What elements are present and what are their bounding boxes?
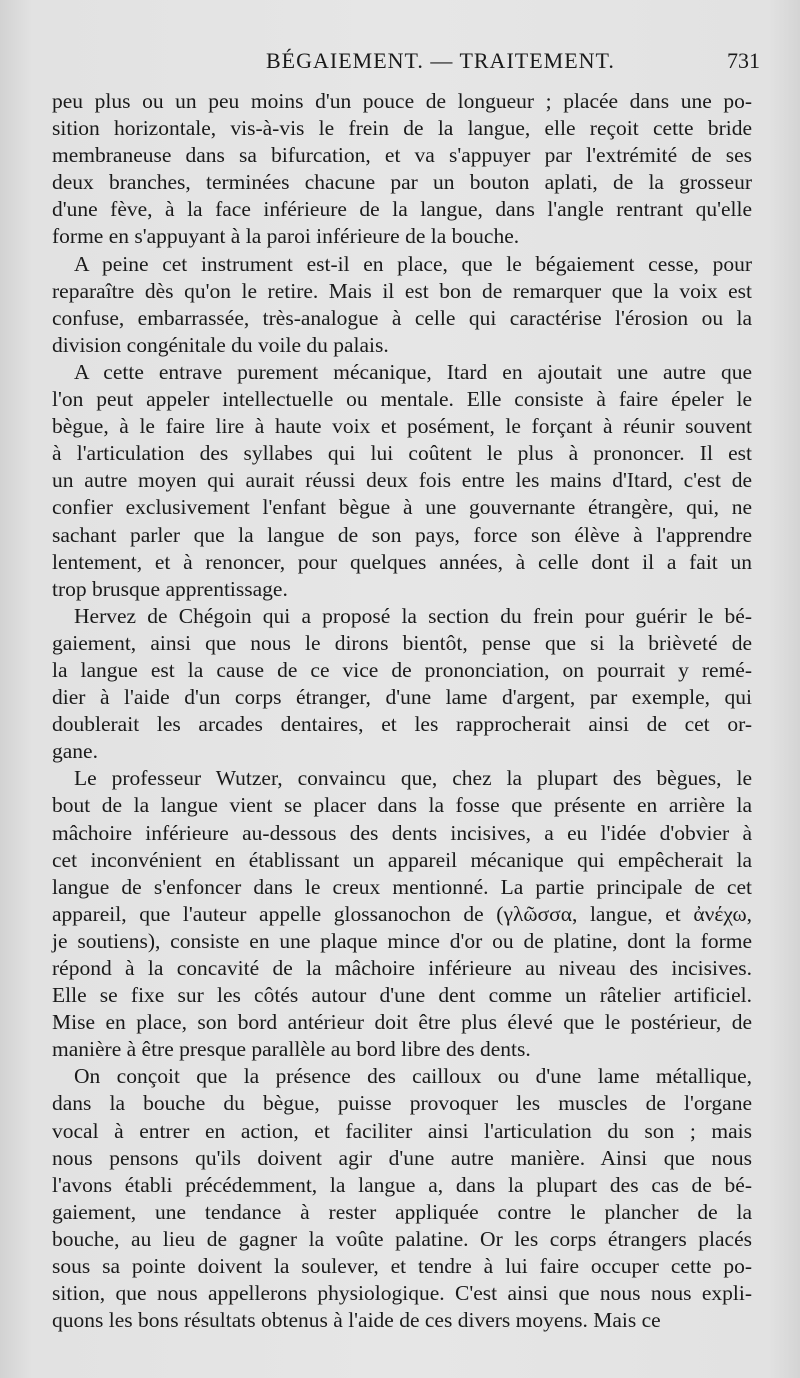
paragraph xyxy=(52,88,752,251)
text-line: quons les bons résultats obtenus à l'aide de ces divers moyens. Mais ce xyxy=(52,1308,661,1333)
text-line: appareil, que l'auteur appelle glossanochon de (γλῶσσα, langue, et ἀνέχω, xyxy=(52,901,752,926)
text-line: dans la bouche du bègue, puisse provoquer les muscles de l'organe xyxy=(52,1091,752,1116)
text-line: langue de s'enfoncer dans le creux mentionné. La partie principale de cet xyxy=(52,874,752,899)
paragraph xyxy=(52,251,752,359)
text-line: forme en s'appuyant à la paroi inférieure de la bouche. xyxy=(52,224,520,249)
text-line: membraneuse dans sa bifurcation, et va s'appuyer par l'extrémité de ses xyxy=(52,143,752,168)
text-line: un autre moyen qui aurait réussi deux fois entre les mains d'Itard, c'est de xyxy=(52,468,752,493)
text-line: l'avons établi précédemment, la langue a, dans la plupart des cas de bé- xyxy=(52,1172,752,1197)
text-line: vocal à entrer en action, et faciliter ainsi l'articulation du son ; mais xyxy=(52,1118,752,1143)
page-number: 731 xyxy=(727,48,760,73)
text-line: deux branches, terminées chacune par un bouton aplati, de la grosseur xyxy=(52,170,752,195)
running-head xyxy=(52,48,760,76)
text-line: manière à être presque parallèle au bord libre des dents. xyxy=(52,1037,531,1062)
text-line: doublerait les arcades dentaires, et les rapprocherait ainsi de cet or- xyxy=(52,712,752,737)
text-line: bouche, au lieu de gagner la voûte palatine. Or les corps étrangers placés xyxy=(52,1226,752,1251)
text-line: gane. xyxy=(52,739,98,764)
text-line: gaiement, une tendance à rester appliquée contre le plancher de la xyxy=(52,1199,752,1224)
text-line: mâchoire inférieure au-dessous des dents incisives, a eu l'idée d'obvier à xyxy=(52,820,752,845)
text-line: A peine cet instrument est-il en place, que le bégaiement cesse, pour xyxy=(74,251,752,276)
text-line: d'une fève, à la face inférieure de la langue, dans l'angle rentrant qu'elle xyxy=(52,197,752,222)
text-line: je soutiens), consiste en une plaque mince d'or ou de platine, dont la forme xyxy=(52,928,752,953)
text-line: reparaître dès qu'on le retire. Mais il est bon de remarquer que la voix est xyxy=(52,278,752,303)
text-line: dier à l'aide d'un corps étranger, d'une lame d'argent, par exemple, qui xyxy=(52,685,752,710)
text-line: Hervez de Chégoin qui a proposé la section du frein pour guérir le bé- xyxy=(74,603,752,628)
text-line: sous sa pointe doivent la soulever, et tendre à lui faire occuper cette po- xyxy=(52,1254,752,1279)
body-text xyxy=(52,88,752,1334)
text-line: confuse, embarrassée, très-analogue à celle qui caractérise l'érosion ou la xyxy=(52,305,752,330)
text-line: Mise en place, son bord antérieur doit être plus élevé que le postérieur, de xyxy=(52,1010,752,1035)
text-line: gaiement, ainsi que nous le dirons bientôt, pense que si la brièveté de xyxy=(52,630,752,655)
running-title: BÉGAIEMENT. — TRAITEMENT. xyxy=(266,48,615,73)
paragraph xyxy=(52,359,752,603)
paragraph xyxy=(52,1063,752,1334)
text-line: peu plus ou un peu moins d'un pouce de longueur ; placée dans une po- xyxy=(52,89,752,113)
text-line: bout de la langue vient se placer dans la fosse que présente en arrière la xyxy=(52,793,752,818)
text-line: répond à la concavité de la mâchoire inférieure au niveau des incisives. xyxy=(52,956,752,980)
text-line: cet inconvénient en établissant un appareil mécanique qui empêcherait la xyxy=(52,847,752,872)
text-line: lentement, et à renoncer, pour quelques années, à celle dont il a fait un xyxy=(52,549,752,574)
paragraph xyxy=(52,603,752,766)
text-line: Elle se fixe sur les côtés autour d'une dent comme un râtelier artificiel. xyxy=(52,983,752,1008)
text-line: trop brusque apprentissage. xyxy=(52,576,288,601)
text-line: bègue, à le faire lire à haute voix et posément, le forçant à réunir souvent xyxy=(52,414,752,439)
text-line: On conçoit que la présence des cailloux ou d'une lame métallique, xyxy=(74,1064,752,1089)
text-line: la langue est la cause de ce vice de prononciation, on pourrait y remé- xyxy=(52,657,752,682)
text-line: sition, que nous appellerons physiologique. C'est ainsi que nous nous expli- xyxy=(52,1281,752,1306)
text-line: sition horizontale, vis-à-vis le frein de la langue, elle reçoit cette bride xyxy=(52,116,752,141)
text-line: division congénitale du voile du palais. xyxy=(52,332,389,357)
paragraph xyxy=(52,765,752,1063)
text-line: l'on peut appeler intellectuelle ou mentale. Elle consiste à faire épeler le xyxy=(52,387,752,412)
text-line: nous pensons qu'ils doivent agir d'une autre manière. Ainsi que nous xyxy=(52,1145,752,1170)
text-line: confier exclusivement l'enfant bègue à une gouvernante étrangère, qui, ne xyxy=(52,495,752,520)
text-line: A cette entrave purement mécanique, Itard en ajoutait une autre que xyxy=(74,359,752,384)
text-line: Le professeur Wutzer, convaincu que, chez la plupart des bègues, le xyxy=(74,766,752,791)
text-line: à l'articulation des syllabes qui lui coûtent le plus à prononcer. Il est xyxy=(52,441,752,466)
text-line: sachant parler que la langue de son pays, force son élève à l'apprendre xyxy=(52,522,752,547)
